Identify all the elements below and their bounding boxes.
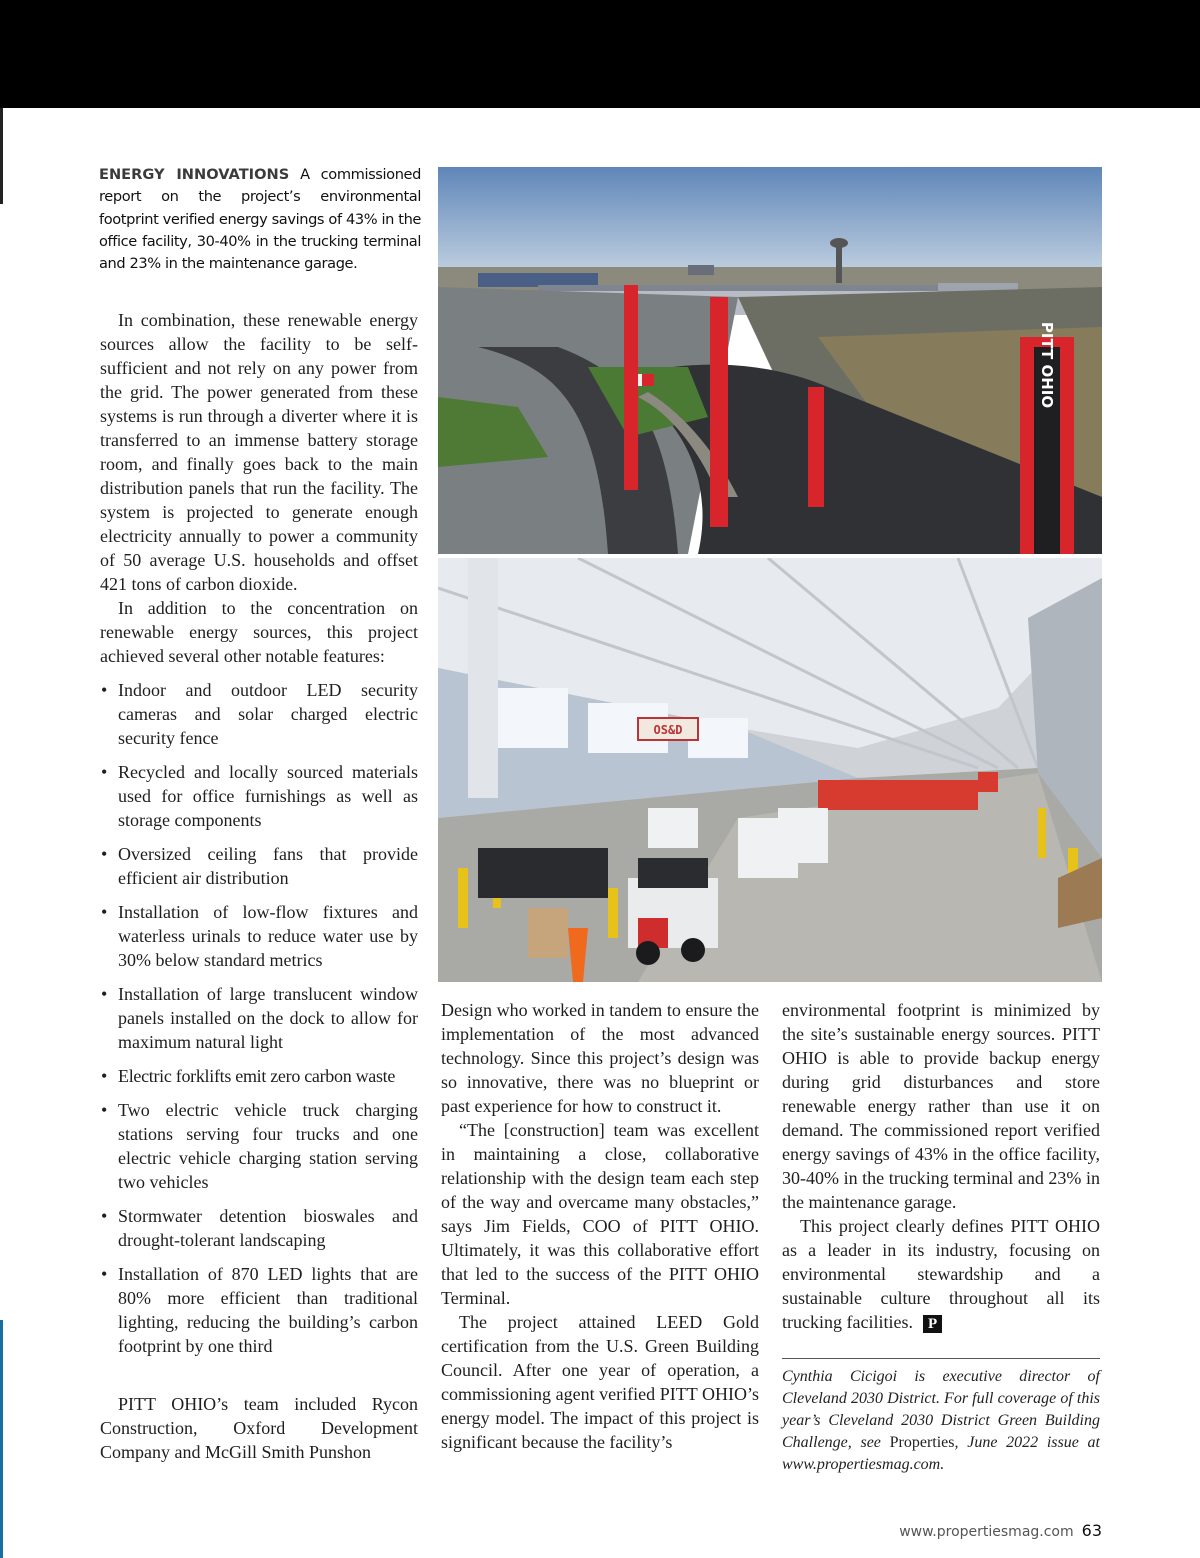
paragraph: The project attained LEED Gold certification from the U.S. Green Building Council. After one year of operation, a commissioning agent verified PITT OHIO’s energy model. The impact of this project is significant because the facility’s — [441, 1312, 759, 1452]
page-footer — [899, 1521, 1102, 1540]
list-item: • Installation of low-flow fixtures and waterless urinals to reduce water use by 30% below standard metrics — [100, 900, 418, 972]
list-item: • Recycled and locally sourced materials used for office furnishings as well as storage components — [100, 760, 418, 832]
paragraph: In combination, these renewable energy sources allow the facility to be self-sufficient and not rely on any power from the grid. The power generated from these systems is run through a diverter where it is transferred to an immense battery storage room, and finally goes back to the main distribution panels that run the facility. The system is projected to generate enough electricity annually to power a community of 50 average U.S. households and offset 421 tons of carbon dioxide. — [100, 310, 418, 594]
page-number: 63 — [1081, 1521, 1102, 1540]
end-of-article-mark: P — [923, 1315, 942, 1333]
dock-sign: OS&D — [653, 723, 683, 737]
list-item: • Installation of 870 LED lights that are 80% more efficient than traditional lighting, reducing the building’s carbon footprint by one third — [100, 1262, 418, 1358]
list-item: • Installation of large translucent window panels installed on the dock to allow for maximum natural light — [100, 982, 418, 1054]
aerial-facility-photo — [438, 167, 1102, 554]
list-item: • Oversized ceiling fans that provide efficient air distribution — [100, 842, 418, 890]
paragraph: environmental footprint is minimized by the site’s sustainable energy sources. PITT OHIO is able to provide backup energy during grid disturbances and store renewable energy rather than use it on demand. The commissioned report verified energy savings of 43% in the office facility, 30-40% in the trucking terminal and 23% in the maintenance garage. — [782, 1000, 1100, 1212]
paragraph: In addition to the concentration on renewable energy sources, this project achieved several other notable features: — [100, 598, 418, 666]
list-item: • Indoor and outdoor LED security cameras and solar charged electric security fence — [100, 678, 418, 750]
left-edge-mark-bottom — [0, 1320, 3, 1558]
list-item: • Stormwater detention bioswales and drought-tolerant landscaping — [100, 1204, 418, 1252]
article-column-1 — [100, 308, 418, 1464]
warehouse-interior-photo — [438, 558, 1102, 982]
author-bio — [782, 1366, 1100, 1476]
article-column-3 — [782, 998, 1100, 1334]
magazine-name: Properties — [889, 1434, 955, 1451]
footer-url: www.propertiesmag.com — [899, 1524, 1074, 1540]
paragraph — [782, 1214, 1100, 1334]
spacer — [100, 1368, 418, 1392]
closing-text: This project clearly defines PITT OHIO as a leader in its industry, focusing on environmental stewardship and a sustainable culture throughout all its trucking facilities. — [782, 1216, 1100, 1332]
photo-caption — [99, 164, 421, 275]
top-black-band — [0, 0, 1200, 108]
paragraph: Design who worked in tandem to ensure the implementation of the most advanced technology. Since this project’s design was so innovative, there was no blueprint or past experience for how to construct it. — [441, 1000, 759, 1116]
caption-kicker: ENERGY INNOVATIONS — [99, 166, 290, 183]
article-column-2 — [441, 998, 759, 1454]
features-list — [100, 678, 418, 1358]
bio-text: Cynthia Cicigoi is executive director of Cleveland 2030 District. For full coverage of this year’s Cleveland 2030 District Green Building Challenge, see — [782, 1368, 1100, 1451]
paragraph: PITT OHIO’s team included Rycon Construction, Oxford Development Company and McGill Smith Punshon — [100, 1394, 418, 1462]
left-edge-mark-top — [0, 108, 3, 204]
list-item: • Two electric vehicle truck charging stations serving four trucks and one electric vehicle charging station serving two vehicles — [100, 1098, 418, 1194]
paragraph: “The [construction] team was excellent in maintaining a close, collaborative relationship with the design team each step of the way and overcame many obstacles,” says Jim Fields, COO of PITT OHIO. Ultimately, it was this collaborative effort that led to the success of the PITT OHIO Terminal. — [441, 1120, 759, 1308]
bio-text-end: , June 2022 issue at www.propertiesmag.com. — [782, 1434, 1100, 1473]
tower-lettering: PITT OHIO — [1038, 321, 1056, 409]
caption-text: A commissioned report on the project’s environmental footprint verified energy savings of 43% in the office facility, 30-40% in the trucking terminal and 23% in the maintenance garage. — [99, 166, 421, 273]
bio-divider — [782, 1358, 1100, 1359]
list-item: • Electric forklifts emit zero carbon waste — [100, 1064, 418, 1088]
